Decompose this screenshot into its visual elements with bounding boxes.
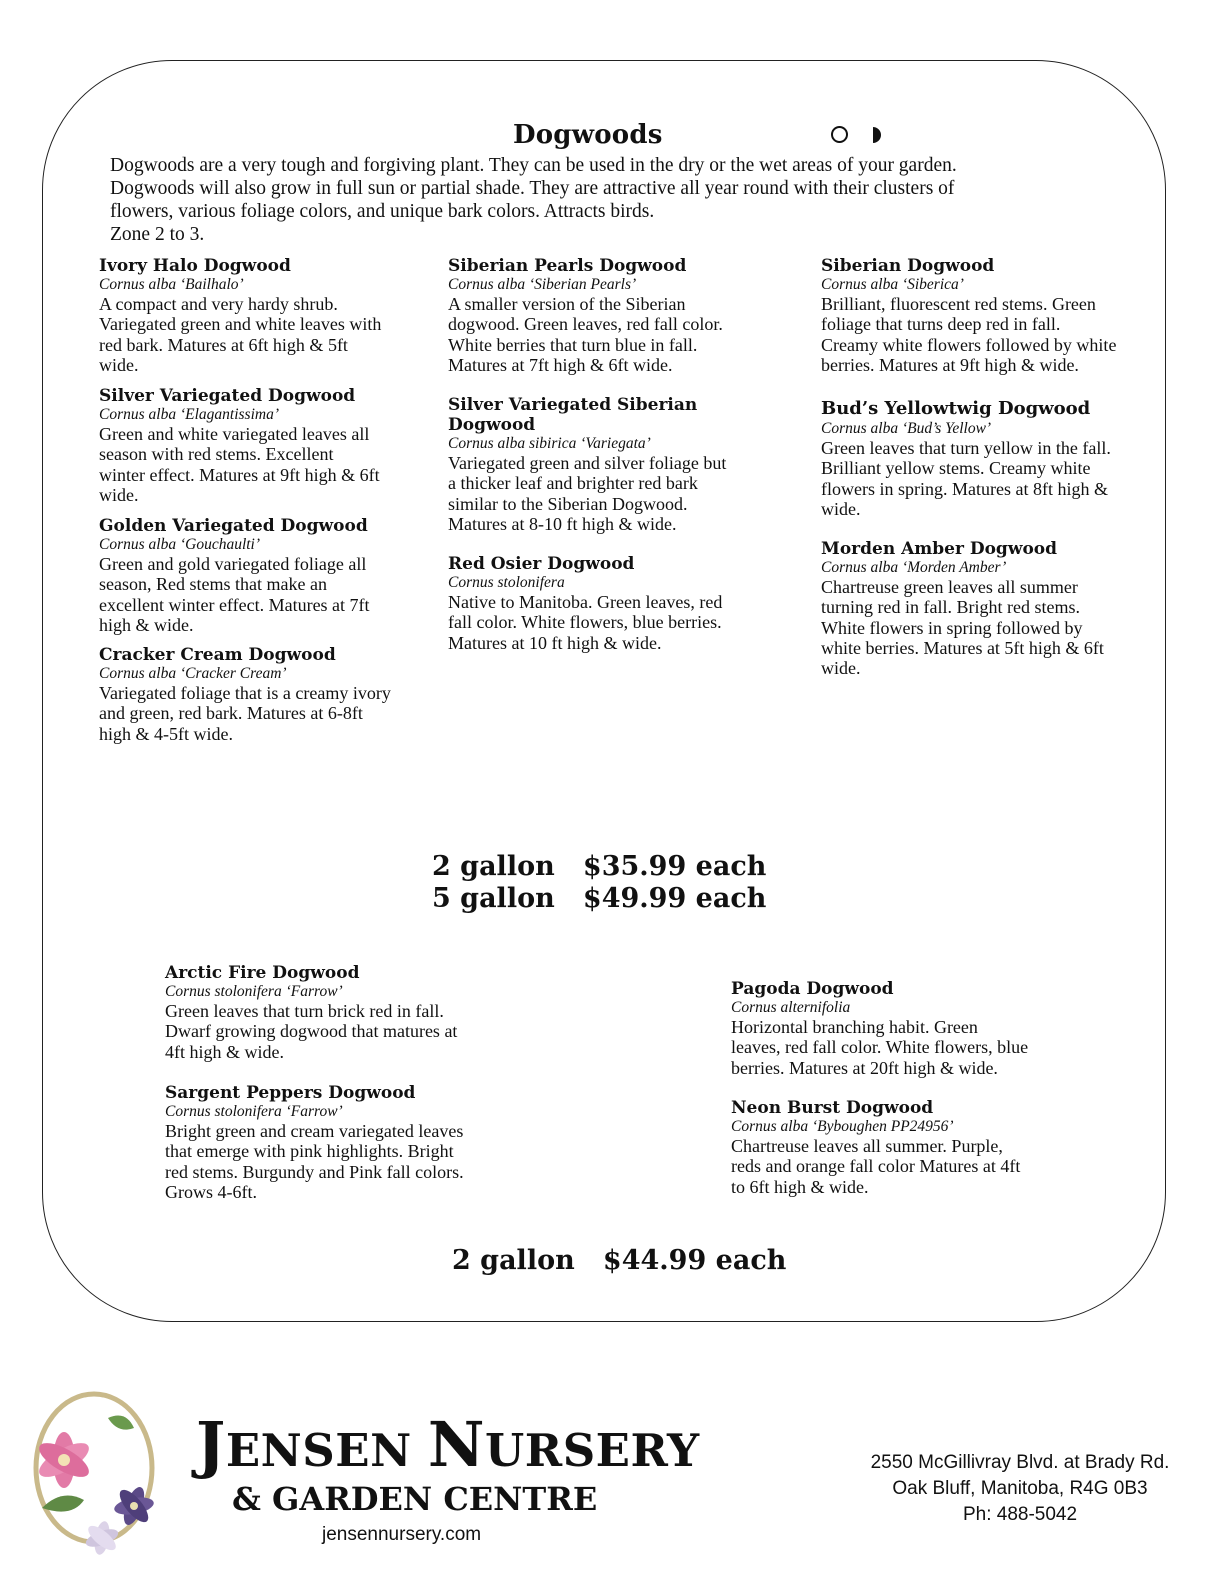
plant-name: Siberian Dogwood <box>821 256 995 276</box>
desc-line: fall color. White flowers, blue berries. <box>448 612 722 633</box>
brand-name <box>196 1408 700 1481</box>
desc-line: Horizontal branching habit. Green <box>731 1017 978 1037</box>
desc-line: Bright green and cream variegated leaves <box>165 1121 464 1141</box>
desc-line: berries. Matures at 20ft high & wide. <box>731 1057 998 1078</box>
plant-latin-name: Cornus stolonifera <box>448 574 565 591</box>
intro-line: flowers, various foliage colors, and unique bark colors. Attracts birds. <box>110 201 655 222</box>
desc-line: a thicker leaf and brighter red bark <box>448 473 698 494</box>
desc-line: Variegated green and silver foliage but <box>448 453 727 473</box>
desc-line: winter effect. Matures at 9ft high & 6ft <box>99 464 380 485</box>
desc-line: Green and white variegated leaves all <box>99 424 370 444</box>
desc-line: A smaller version of the Siberian <box>448 294 686 314</box>
desc-line: Matures at 10 ft high & wide. <box>448 632 662 653</box>
plant-latin-name: Cornus alba ‘Siberica’ <box>821 276 964 293</box>
intro-line: Dogwoods will also grow in full sun or partial shade. They are attractive all year round with their clusters of <box>110 178 955 199</box>
desc-line: wide. <box>99 484 139 505</box>
plant-name: Silver Variegated Siberian <box>448 395 698 415</box>
desc-line: Green leaves that turn brick red in fall. <box>165 1001 444 1021</box>
clematis-flower-logo <box>22 1388 162 1558</box>
plant-item-silver-variegated-siberian <box>448 395 726 534</box>
intro-paragraph <box>110 154 1110 246</box>
plant-description <box>821 294 1116 375</box>
contact-address <box>850 1450 1190 1528</box>
desc-line: Chartreuse green leaves all summer <box>821 577 1078 597</box>
plant-description <box>99 424 380 505</box>
desc-line: Brilliant yellow stems. Creamy white <box>821 458 1091 479</box>
plant-description <box>99 683 391 744</box>
address-line: Oak Bluff, Manitoba, R4G 0B3 <box>892 1478 1148 1499</box>
desc-line: to 6ft high & wide. <box>731 1176 869 1197</box>
desc-line: A compact and very hardy shrub. <box>99 294 338 314</box>
plant-name: Neon Burst Dogwood <box>731 1098 934 1118</box>
plant-description <box>165 1121 464 1202</box>
plant-item-morden-amber <box>821 539 1104 678</box>
plant-latin-name: Cornus alba ‘Gouchaulti’ <box>99 536 261 553</box>
plant-latin-name: Cornus alternifolia <box>731 999 851 1016</box>
plant-description <box>448 453 726 534</box>
desc-line: red stems. Burgundy and Pink fall colors. <box>165 1161 464 1182</box>
plant-item-golden-variegated <box>99 516 370 635</box>
plant-item-siberian-pearls <box>448 256 723 375</box>
desc-line: season with red stems. Excellent <box>99 444 334 465</box>
desc-line: Variegated green and white leaves with <box>99 314 382 335</box>
desc-line: red bark. Matures at 6ft high & 5ft <box>99 334 348 355</box>
plant-description <box>99 294 381 375</box>
plant-name: Bud’s Yellowtwig Dogwood <box>821 398 1091 419</box>
plant-item-cracker-cream <box>99 645 391 744</box>
plant-description <box>448 294 723 375</box>
plant-name-continued: Dogwood <box>448 415 536 435</box>
desc-line: Grows 4-6ft. <box>165 1181 257 1202</box>
plant-description <box>821 438 1111 519</box>
desc-line: foliage that turns deep red in fall. <box>821 314 1061 335</box>
desc-line: Green and gold variegated foliage all <box>99 554 367 574</box>
page-title: Dogwoods <box>513 120 663 150</box>
desc-line: Brilliant, fluorescent red stems. Green <box>821 294 1096 314</box>
plant-latin-name: Cornus alba ‘Bud’s Yellow’ <box>821 420 992 437</box>
desc-line: and green, red bark. Matures at 6-8ft <box>99 703 363 724</box>
brand-text: ENSEN <box>225 1424 428 1477</box>
desc-line: flowers in spring. Matures at 8ft high & <box>821 478 1108 499</box>
website-link[interactable]: jensennursery.com <box>322 1524 482 1545</box>
desc-line: dogwood. Green leaves, red fall color. <box>448 314 723 335</box>
partial-shade-icon <box>870 126 887 144</box>
plant-name: Morden Amber Dogwood <box>821 539 1058 559</box>
plant-description <box>165 1001 457 1062</box>
desc-line: similar to the Siberian Dogwood. <box>448 493 688 514</box>
desc-line: White berries that turn blue in fall. <box>448 334 698 355</box>
price-line: 5 gallon $49.99 each <box>432 883 767 914</box>
price-line: 2 gallon $44.99 each <box>452 1245 787 1276</box>
plant-description <box>99 554 370 635</box>
price-line: 2 gallon $35.99 each <box>432 851 767 882</box>
desc-line: Dwarf growing dogwood that matures at <box>165 1021 458 1042</box>
address-line: 2550 McGillivray Blvd. at Brady Rd. <box>870 1452 1170 1473</box>
brand-text: URSERY <box>485 1424 700 1477</box>
plant-name: Siberian Pearls Dogwood <box>448 256 687 276</box>
desc-line: excellent winter effect. Matures at 7ft <box>99 594 370 615</box>
plant-name: Sargent Peppers Dogwood <box>165 1083 416 1103</box>
plant-item-siberian <box>821 256 1116 375</box>
plant-name: Arctic Fire Dogwood <box>165 963 360 983</box>
brand-initial: J <box>196 1408 226 1481</box>
plant-name: Pagoda Dogwood <box>731 979 894 999</box>
plant-latin-name: Cornus alba ‘Bailhalo’ <box>99 276 244 293</box>
plant-name: Golden Variegated Dogwood <box>99 516 368 536</box>
plant-item-silver-variegated <box>99 386 380 505</box>
desc-line: White flowers in spring followed by <box>821 617 1083 638</box>
intro-line: Zone 2 to 3. <box>110 224 205 245</box>
brand-subtitle: & GARDEN CENTRE <box>232 1480 598 1518</box>
brand-initial: N <box>427 1408 486 1481</box>
plant-description <box>448 592 722 653</box>
desc-line: berries. Matures at 9ft high & wide. <box>821 354 1079 375</box>
plant-item-pagoda <box>731 979 1028 1078</box>
plant-latin-name: Cornus alba ‘Elagantissima’ <box>99 406 279 423</box>
desc-line: season, Red stems that make an <box>99 574 327 595</box>
plant-item-red-osier <box>448 554 722 653</box>
desc-line: wide. <box>821 498 861 519</box>
phone-number: Ph: 488-5042 <box>962 1504 1078 1525</box>
desc-line: Matures at 8-10 ft high & wide. <box>448 513 677 534</box>
plant-item-sargent-peppers <box>165 1083 464 1202</box>
desc-line: Variegated foliage that is a creamy ivory <box>99 683 391 703</box>
plant-latin-name: Cornus alba ‘Cracker Cream’ <box>99 665 287 682</box>
plant-item-buds-yellowtwig <box>821 398 1111 519</box>
plant-latin-name: Cornus stolonifera ‘Farrow’ <box>165 1103 343 1120</box>
desc-line: reds and orange fall color Matures at 4ft <box>731 1156 1021 1177</box>
plant-latin-name: Cornus alba ‘Byboughen PP24956’ <box>731 1118 954 1135</box>
full-sun-icon <box>831 126 848 143</box>
plant-latin-name: Cornus stolonifera ‘Farrow’ <box>165 983 343 1000</box>
desc-line: Green leaves that turn yellow in the fall. <box>821 438 1111 458</box>
desc-line: 4ft high & wide. <box>165 1041 284 1062</box>
plant-name: Ivory Halo Dogwood <box>99 256 291 276</box>
plant-item-arctic-fire <box>165 963 457 1062</box>
desc-line: wide. <box>821 658 861 679</box>
desc-line: Native to Manitoba. Green leaves, red <box>448 592 723 612</box>
desc-line: wide. <box>99 354 139 375</box>
desc-line: Chartreuse leaves all summer. Purple, <box>731 1136 1003 1156</box>
desc-line: Matures at 7ft high & 6ft wide. <box>448 354 673 375</box>
plant-latin-name: Cornus alba sibirica ‘Variegata’ <box>448 435 651 452</box>
desc-line: high & 4-5ft wide. <box>99 723 233 744</box>
intro-line: Dogwoods are a very tough and forgiving plant. They can be used in the dry or the wet areas of your garden. <box>110 155 957 176</box>
desc-line: turning red in fall. Bright red stems. <box>821 597 1080 618</box>
plant-name: Silver Variegated Dogwood <box>99 386 356 406</box>
plant-item-neon-burst <box>731 1098 1020 1197</box>
desc-line: that emerge with pink highlights. Bright <box>165 1141 454 1162</box>
plant-description <box>821 577 1104 678</box>
plant-description <box>731 1017 1028 1078</box>
desc-line: white berries. Matures at 5ft high & 6ft <box>821 637 1104 658</box>
desc-line: Creamy white flowers followed by white <box>821 334 1117 355</box>
desc-line: high & wide. <box>99 614 194 635</box>
plant-description <box>731 1136 1020 1197</box>
plant-latin-name: Cornus alba ‘Siberian Pearls’ <box>448 276 637 293</box>
plant-name: Red Osier Dogwood <box>448 554 635 574</box>
plant-item-ivory-halo <box>99 256 381 375</box>
desc-line: leaves, red fall color. White flowers, blue <box>731 1037 1029 1058</box>
plant-latin-name: Cornus alba ‘Morden Amber’ <box>821 559 1007 576</box>
plant-name: Cracker Cream Dogwood <box>99 645 336 665</box>
